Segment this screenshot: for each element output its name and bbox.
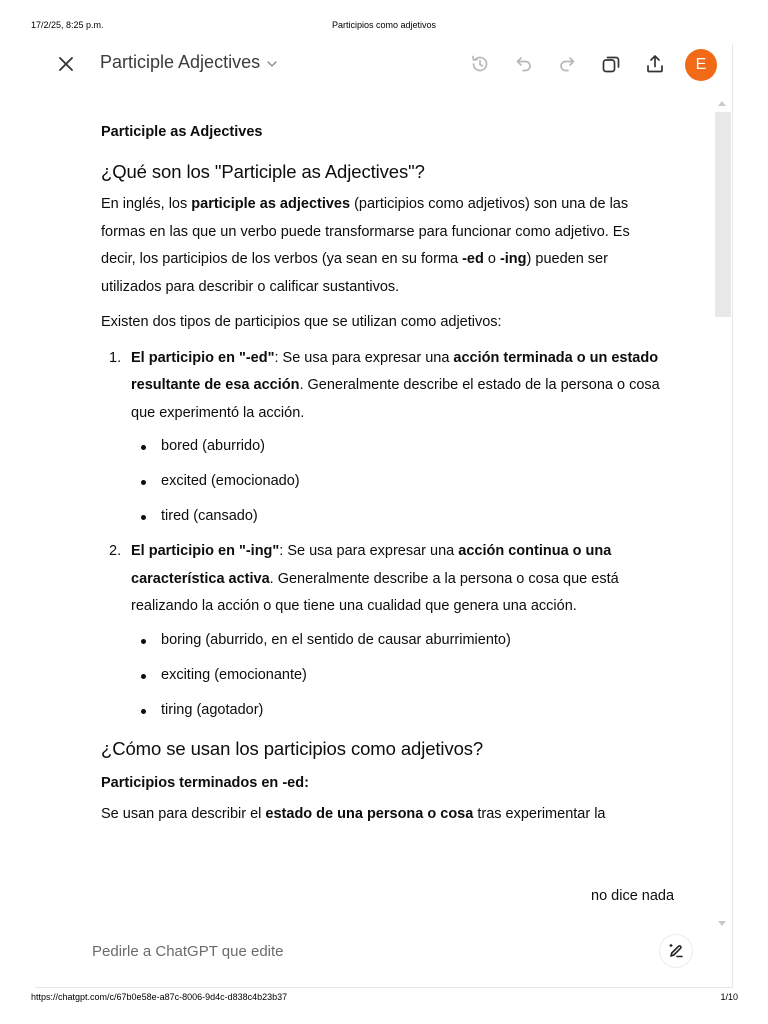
document-title: Participle Adjectives <box>100 52 261 72</box>
print-page-number: 1/10 <box>720 992 738 1002</box>
avatar[interactable]: E <box>685 49 717 81</box>
scrollbar[interactable] <box>715 96 731 926</box>
print-header <box>0 0 768 40</box>
composer <box>35 928 732 978</box>
version-history-button[interactable] <box>468 52 492 76</box>
bullet-item: excited (emocionado) <box>131 468 661 495</box>
pencil-sparkle-icon <box>667 942 685 960</box>
document-title-dropdown[interactable] <box>100 52 278 73</box>
scroll-up-arrow-icon[interactable] <box>718 101 726 106</box>
print-title: Participios como adjetivos <box>331 20 437 30</box>
undo-icon <box>513 53 535 75</box>
numbered-list <box>101 345 661 724</box>
print-url: https://chatgpt.com/c/67b0e58e-a87c-8006-9d4c-d838c4b23b37 <box>31 992 288 1002</box>
close-icon <box>55 53 77 75</box>
document-heading: Participle as Adjectives <box>101 124 263 140</box>
share-icon <box>644 53 666 75</box>
copy-icon <box>600 53 622 75</box>
bullet-item: tiring (agotador) <box>131 697 661 724</box>
copy-button[interactable] <box>599 52 623 76</box>
section-heading: ¿Qué son los "Participle as Adjectives"? <box>101 161 425 182</box>
bullet-list <box>131 627 661 724</box>
list-item: 2. El participio en "-ing": Se usa para expresar una acción continua o una característica activa. Generalmente describe a la persona o cosa que está realizando la acción o que tiene una cualidad que genera una acción. boring (aburrido, en el sentido de causar aburrimiento) exciting (emocionante) tiring (agotador) <box>101 538 661 724</box>
suggest-edits-button[interactable] <box>660 935 692 967</box>
bullet-item: bored (aburrido) <box>131 433 661 460</box>
section-heading: ¿Cómo se usan los participios como adjetivos? <box>101 737 484 759</box>
bullet-item: exciting (emocionante) <box>131 662 661 689</box>
canvas-frame <box>35 44 733 988</box>
subsection-heading: Participios terminados en -ed: <box>101 774 309 791</box>
paragraph: En inglés, los participle as adjectives (participios como adjetivos) son una de las formas en las que un verbo puede transformarse para funcionar como adjetivo. Es decir, los participios de los verbos (ya sean en su forma -ed o -ing) pueden ser utilizados para describir o calificar sustantivos. <box>101 196 630 295</box>
paragraph: Se usan para describir el estado de una persona o cosa tras experimentar la <box>101 805 606 822</box>
redo-button[interactable] <box>555 52 579 76</box>
user-message: no dice nada <box>591 888 675 904</box>
share-button[interactable] <box>643 52 667 76</box>
history-icon <box>469 53 491 75</box>
canvas-topbar <box>35 44 732 88</box>
edit-prompt-input[interactable] <box>90 942 594 961</box>
print-date: 17/2/25, 8:25 p.m. <box>31 20 104 30</box>
document-body <box>101 120 661 836</box>
paragraph: Existen dos tipos de participios que se utilizan como adjetivos: <box>101 314 502 330</box>
chevron-down-icon <box>266 58 278 70</box>
bullet-item: tired (cansado) <box>131 503 661 530</box>
close-button[interactable] <box>55 53 77 75</box>
scroll-down-arrow-icon[interactable] <box>718 921 726 926</box>
bullet-item: boring (aburrido, en el sentido de causar aburrimiento) <box>131 627 661 654</box>
undo-button[interactable] <box>512 52 536 76</box>
list-item: 1. El participio en "-ed": Se usa para expresar una acción terminada o un estado resultante de esa acción. Generalmente describe el estado de la persona o cosa que experimentó la acción. bored (aburrido) excited (emocionado) tired (cansado) <box>101 345 661 531</box>
redo-icon <box>556 53 578 75</box>
scrollbar-thumb[interactable] <box>715 112 731 317</box>
bullet-list <box>131 433 661 530</box>
